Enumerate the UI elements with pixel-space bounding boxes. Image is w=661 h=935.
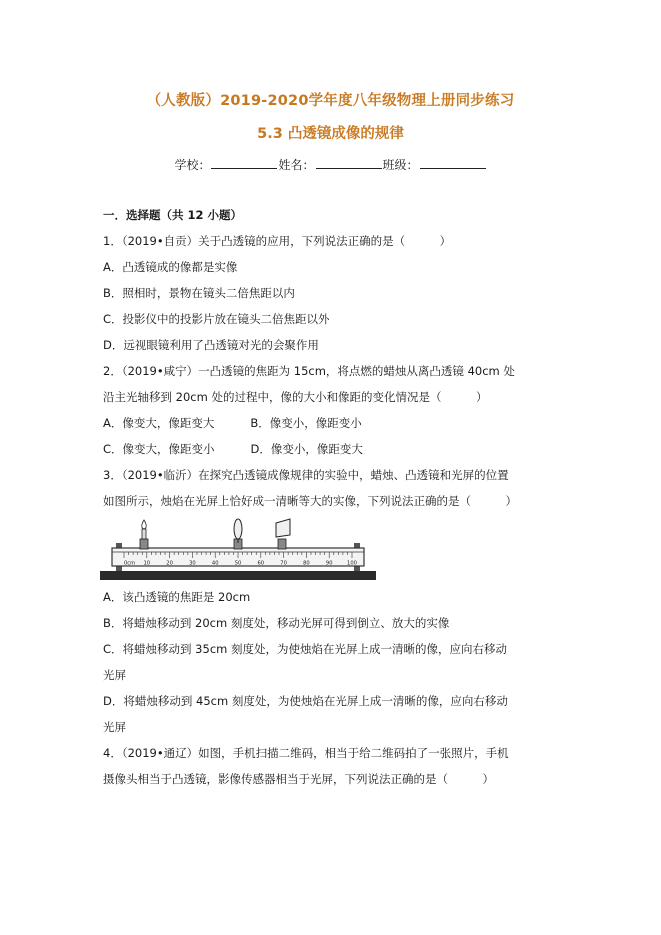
question-1-option-c: C．投影仪中的投影片放在镜头二倍焦距以外: [103, 312, 330, 326]
question-2-options-row-1: [103, 416, 362, 430]
class-blank: [420, 156, 486, 169]
school-label: 学校：: [174, 158, 211, 172]
question-1-stem: 1．（2019•自贡）关于凸透镜的应用，下列说法正确的是（ ）: [103, 234, 452, 248]
question-3-option-d-cont: 光屏: [103, 720, 126, 734]
question-3-option-b: B．将蜡烛移动到 20cm 刻度处，移动光屏可得到倒立、放大的实像: [103, 616, 450, 630]
scale-tick-label: 0cm: [124, 560, 136, 567]
scale-tick-label: 30: [189, 560, 196, 567]
scale-tick-label: 60: [257, 560, 265, 567]
question-2-option-a: A．像变大，像距变大: [103, 416, 215, 430]
convex-lens: [234, 519, 242, 549]
question-1-option-a: A．凸透镜成的像都是实像: [103, 260, 238, 274]
question-2-option-c: C．像变大，像距变小: [103, 442, 215, 456]
question-2-stem-line-1: 2．（2019•咸宁）一凸透镜的焦距为 15cm，将点燃的蜡烛从离凸透镜 40cm 处: [103, 364, 515, 378]
class-label: 班级：: [382, 158, 419, 172]
scale-tick-label: 40: [211, 560, 219, 567]
question-2-option-b: B．像变小，像距变小: [250, 416, 362, 430]
scale-tick-label: 20: [166, 560, 173, 567]
scale-tick-label: 10: [143, 560, 151, 567]
scale-tick-label: 100: [347, 560, 357, 567]
question-3-stem-line-2: 如图所示，烛焰在光屏上恰好成一清晰等大的实像，下列说法正确的是（ ）: [103, 494, 517, 508]
question-3-option-c-cont: 光屏: [103, 668, 126, 682]
question-2-stem-line-2: 沿主光轴移到 20cm 处的过程中，像的大小和像距的变化情况是（ ）: [103, 390, 488, 404]
scale-tick-label: 80: [303, 560, 310, 567]
candle: [140, 520, 148, 549]
question-1-option-d: D．远视眼镜利用了凸透镜对光的会聚作用: [103, 338, 319, 352]
optical-bench-figure: [100, 515, 376, 581]
document-title: （人教版）2019-2020学年度八年级物理上册同步练习: [146, 93, 515, 109]
bench-base-shadow: [100, 571, 376, 580]
candle-flame: [142, 520, 147, 529]
question-1-option-b: B．照相时，景物在镜头二倍焦距以内: [103, 286, 295, 300]
school-blank: [211, 156, 277, 169]
question-4-stem-line-1: 4．（2019•通辽）如图，手机扫描二维码，相当于给二维码拍了一张照片，手机: [103, 746, 509, 760]
question-4-stem-line-2: 摄像头相当于凸透镜，影像传感器相当于光屏，下列说法正确的是（ ）: [103, 772, 494, 786]
question-3-stem-line-1: 3．（2019•临沂）在探究凸透镜成像规律的实验中，蜡烛、凸透镜和光屏的位置: [103, 468, 509, 482]
document-subtitle: 5.3 凸透镜成像的规律: [257, 126, 404, 142]
scale-tick-label: 50: [234, 560, 242, 567]
name-blank: [316, 156, 382, 169]
question-3-option-a: A．该凸透镜的焦距是 20cm: [103, 590, 251, 604]
scale-tick-label: 90: [325, 560, 333, 567]
student-info-row: [0, 156, 661, 173]
section-title: 一．选择题（共 12 小题）: [103, 208, 243, 222]
name-label: 姓名：: [278, 158, 315, 172]
scale-tick-label: 70: [280, 560, 287, 567]
question-2-options-row-2: [103, 442, 363, 456]
question-3-option-c: C．将蜡烛移动到 35cm 刻度处，为使烛焰在光屏上成一清晰的像，应向右移动: [103, 642, 507, 656]
light-screen: [276, 519, 290, 549]
question-2-option-d: D．像变小，像距变大: [250, 442, 363, 456]
question-3-option-d: D．将蜡烛移动到 45cm 刻度处，为使烛焰在光屏上成一清晰的像，应向右移动: [103, 694, 508, 708]
